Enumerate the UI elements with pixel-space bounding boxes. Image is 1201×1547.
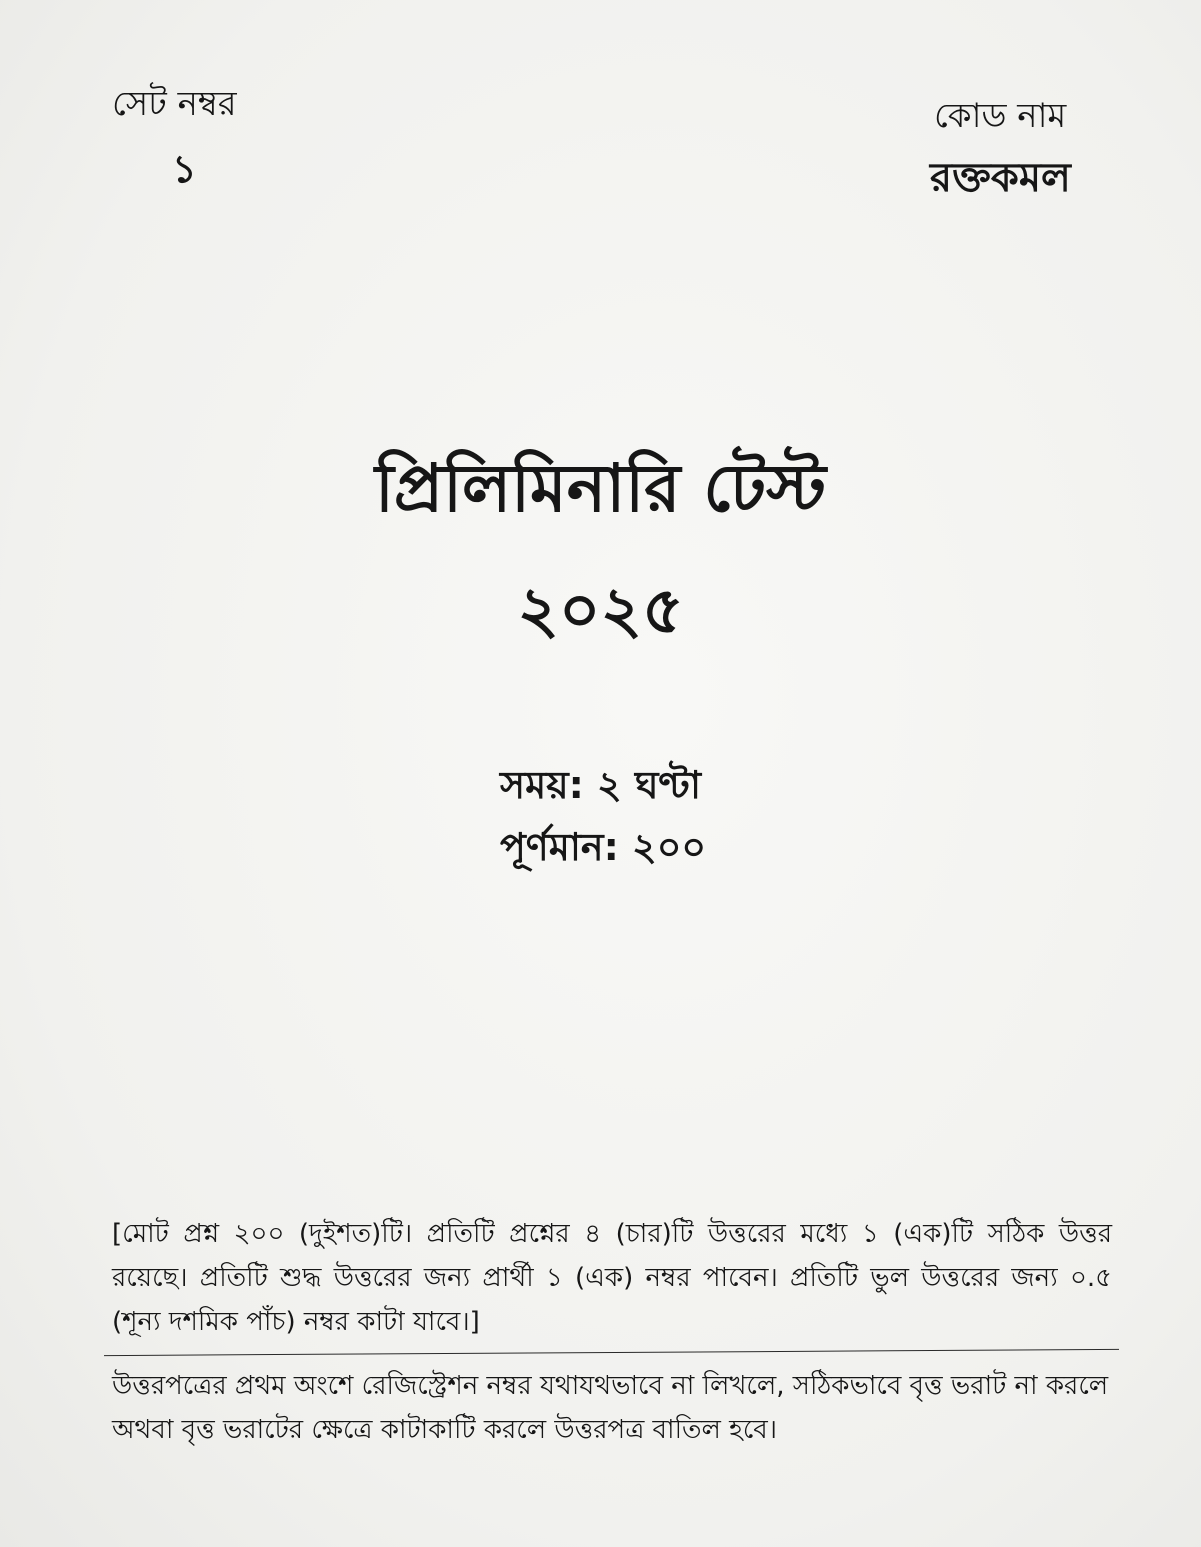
exam-duration: সময়: ২ ঘণ্টা <box>500 763 701 807</box>
answer-sheet-warning: উত্তরপত্রের প্রথম অংশে রেজিস্ট্রেশন নম্বর যথাযথভাবে না লিখলে, সঠিকভাবে বৃত্ত ভরাট না করলে অথবা বৃত্ত ভরাটের ক্ষেত্রে কাটাকাটি করলে উত্তরপত্র বাতিল হবে। <box>112 1371 1109 1445</box>
code-name-value: রক্তকমল <box>930 155 1071 201</box>
exam-full-marks: পূর্ণমান: ২০০ <box>500 825 707 869</box>
set-number-value: ১ <box>172 147 197 191</box>
divider-line <box>104 1349 1119 1356</box>
set-number-label: সেট নম্বর <box>112 84 237 124</box>
exam-title: প্রিলিমিনারি টেস্ট <box>374 450 827 527</box>
code-name-label: কোড নাম <box>934 96 1067 136</box>
exam-year: ২০২৫ <box>517 574 684 648</box>
exam-instructions: [মোট প্রশ্ন ২০০ (দুইশত)টি। প্রতিটি প্রশ্নের ৪ (চার)টি উত্তরের মধ্যে ১ (এক)টি সঠিক উত্তর রয়েছে। প্রতিটি শুদ্ধ উত্তরের জন্য প্রার্থী ১ (এক) নম্বর পাবেন। প্রতিটি ভুল উত্তরের জন্য ০.৫ (শূন্য দশমিক পাঁচ) নম্বর কাটা যাবে।] <box>112 1219 1112 1337</box>
